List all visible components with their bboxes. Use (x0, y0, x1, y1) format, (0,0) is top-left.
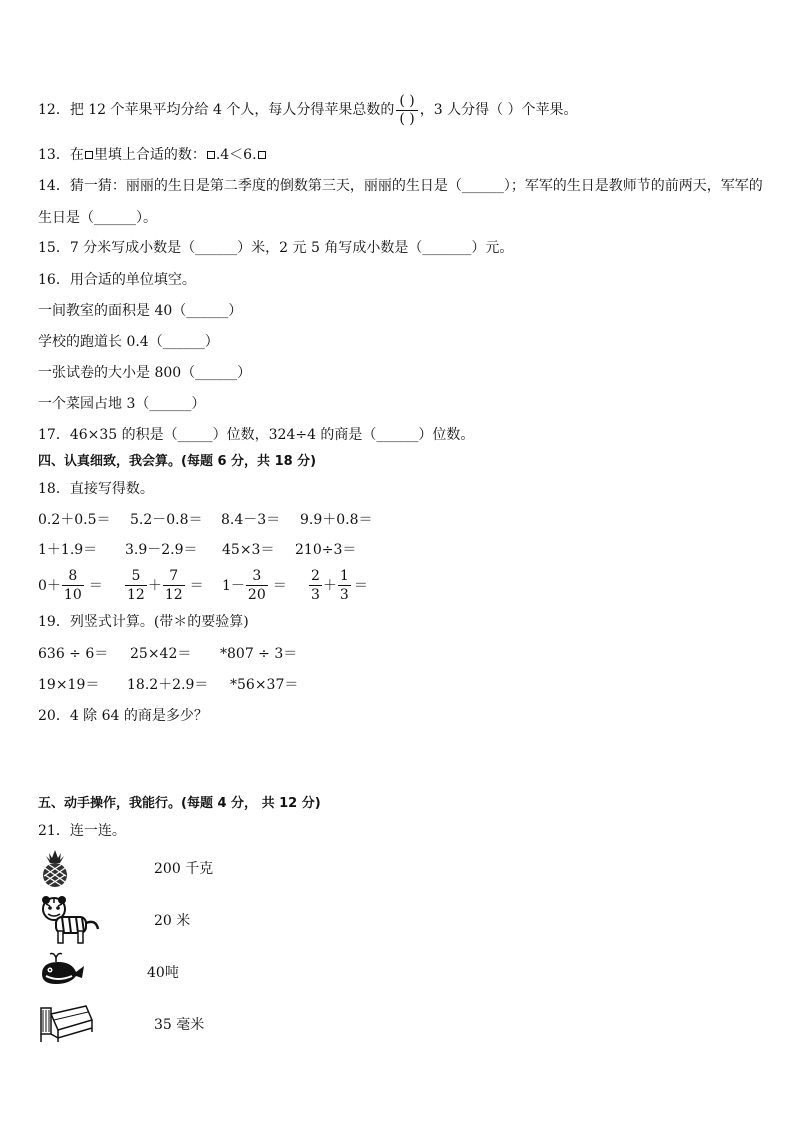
match-label[interactable]: 40吨 (147, 965, 179, 981)
section-4-title: 四、认真细致，我会算。(每题 6 分，共 18 分) (38, 454, 317, 469)
question-16-item: 一个菜园占地 3（______） (38, 396, 206, 412)
numerator: 3 (246, 568, 268, 586)
pineapple-icon[interactable] (38, 848, 72, 888)
q18-fraction-calc-b (124, 563, 204, 607)
fraction (309, 568, 322, 603)
fraction (62, 568, 84, 603)
question-14-line-2: 生日是（______）。 (38, 210, 157, 226)
fraction (163, 568, 185, 603)
denominator: 12 (127, 586, 145, 603)
bed-icon[interactable] (38, 1000, 94, 1044)
numerator: 1 (339, 567, 349, 584)
fraction (246, 568, 268, 603)
square-box-icon (85, 151, 93, 159)
q13-text-2: 里填上合适的数： (93, 147, 206, 163)
q12-text-1: 12．把 12 个苹果平均分给 4 个人，每人分得苹果总数的 (38, 102, 395, 118)
q13-text-3: .4＜6. (215, 147, 257, 163)
denominator: 3 (339, 586, 349, 603)
q12-fraction-blank[interactable] (396, 93, 417, 128)
whale-icon[interactable] (38, 950, 86, 986)
question-14-line-1: 14．猜一猜：丽丽的生日是第二季度的倒数第三天，丽丽的生日是（______）；军军的生日是教师节的前两天，军军的 (38, 178, 763, 194)
q18-fraction-calc-c (222, 563, 287, 607)
q18-a-prefix: 0＋ (38, 578, 61, 594)
numerator: 5 (125, 568, 147, 586)
q12-text-2: ，3 人分得（ ）个苹果。 (419, 102, 578, 118)
q18-fraction-calc-d (308, 563, 368, 607)
q19-calc: *807 ÷ 3＝ (220, 646, 298, 662)
q19-calc: 19×19＝ (38, 677, 100, 693)
numerator: 2 (311, 567, 320, 584)
q19-calc: *56×37＝ (230, 677, 299, 693)
tiger-icon[interactable] (38, 895, 102, 945)
match-label[interactable]: 35 毫米 (154, 1017, 205, 1033)
q18-fraction-calc-a (38, 563, 103, 607)
q12-fraction-numerator: ( ) (396, 93, 417, 111)
denominator: 20 (247, 586, 266, 603)
q13-text-1: 13．在 (38, 147, 84, 163)
q19-calc: 636 ÷ 6＝ (38, 646, 109, 662)
question-15: 15．7 分米写成小数是（______）米，2 元 5 角写成小数是（_______）元。 (38, 240, 514, 256)
fraction (338, 568, 351, 603)
q12-fraction-denominator: ( ) (399, 110, 415, 127)
section-5-title: 五、动手操作，我能行。(每题 4 分， 共 12 分) (38, 796, 321, 811)
match-label[interactable]: 200 千克 (154, 861, 214, 877)
question-12 (38, 88, 578, 132)
equals-sign: ＝ (88, 578, 103, 594)
question-19-title: 19．列竖式计算。(带＊的要验算) (38, 614, 249, 630)
q18-calc: 9.9＋0.8＝ (300, 512, 373, 528)
q18-calc: 1＋1.9＝ (38, 542, 98, 558)
q18-calc: 8.4－3＝ (221, 512, 281, 528)
question-21-title: 21．连一连。 (38, 823, 126, 839)
question-17: 17．46×35 的积是（_____）位数，324÷4 的商是（______）位数。 (38, 427, 475, 443)
question-16-title: 16．用合适的单位填空。 (38, 272, 196, 288)
plus-sign: ＋ (147, 578, 162, 594)
q18-calc: 3.9－2.9＝ (125, 542, 198, 558)
q19-calc: 25×42＝ (130, 646, 192, 662)
square-box-icon[interactable] (258, 151, 266, 159)
denominator: 10 (63, 586, 82, 603)
square-box-icon[interactable] (207, 151, 215, 159)
equals-sign: ＝ (189, 578, 204, 594)
fraction (125, 568, 147, 603)
q18-calc: 45×3＝ (222, 542, 275, 558)
denominator: 12 (164, 586, 183, 603)
equals-sign: ＝ (272, 578, 287, 594)
numerator: 7 (163, 568, 185, 586)
q19-calc: 18.2＋2.9＝ (127, 677, 209, 693)
numerator: 8 (62, 568, 84, 586)
question-13 (38, 146, 267, 164)
q18-calc: 0.2＋0.5＝ (38, 512, 111, 528)
denominator: 3 (311, 586, 320, 603)
q18-c-prefix: 1－ (222, 578, 245, 594)
question-16-item: 一张试卷的大小是 800（______） (38, 365, 252, 381)
question-16-item: 一间教室的面积是 40（______） (38, 303, 243, 319)
plus-sign: ＋ (322, 578, 337, 594)
q18-calc: 210÷3＝ (295, 542, 357, 558)
q18-calc: 5.2－0.8＝ (130, 512, 203, 528)
match-label[interactable]: 20 米 (154, 913, 191, 929)
question-20: 20．4 除 64 的商是多少？ (38, 708, 208, 724)
question-18-title: 18．直接写得数。 (38, 481, 154, 497)
question-16-item: 学校的跑道长 0.4（______） (38, 334, 219, 350)
equals-sign: ＝ (353, 578, 368, 594)
